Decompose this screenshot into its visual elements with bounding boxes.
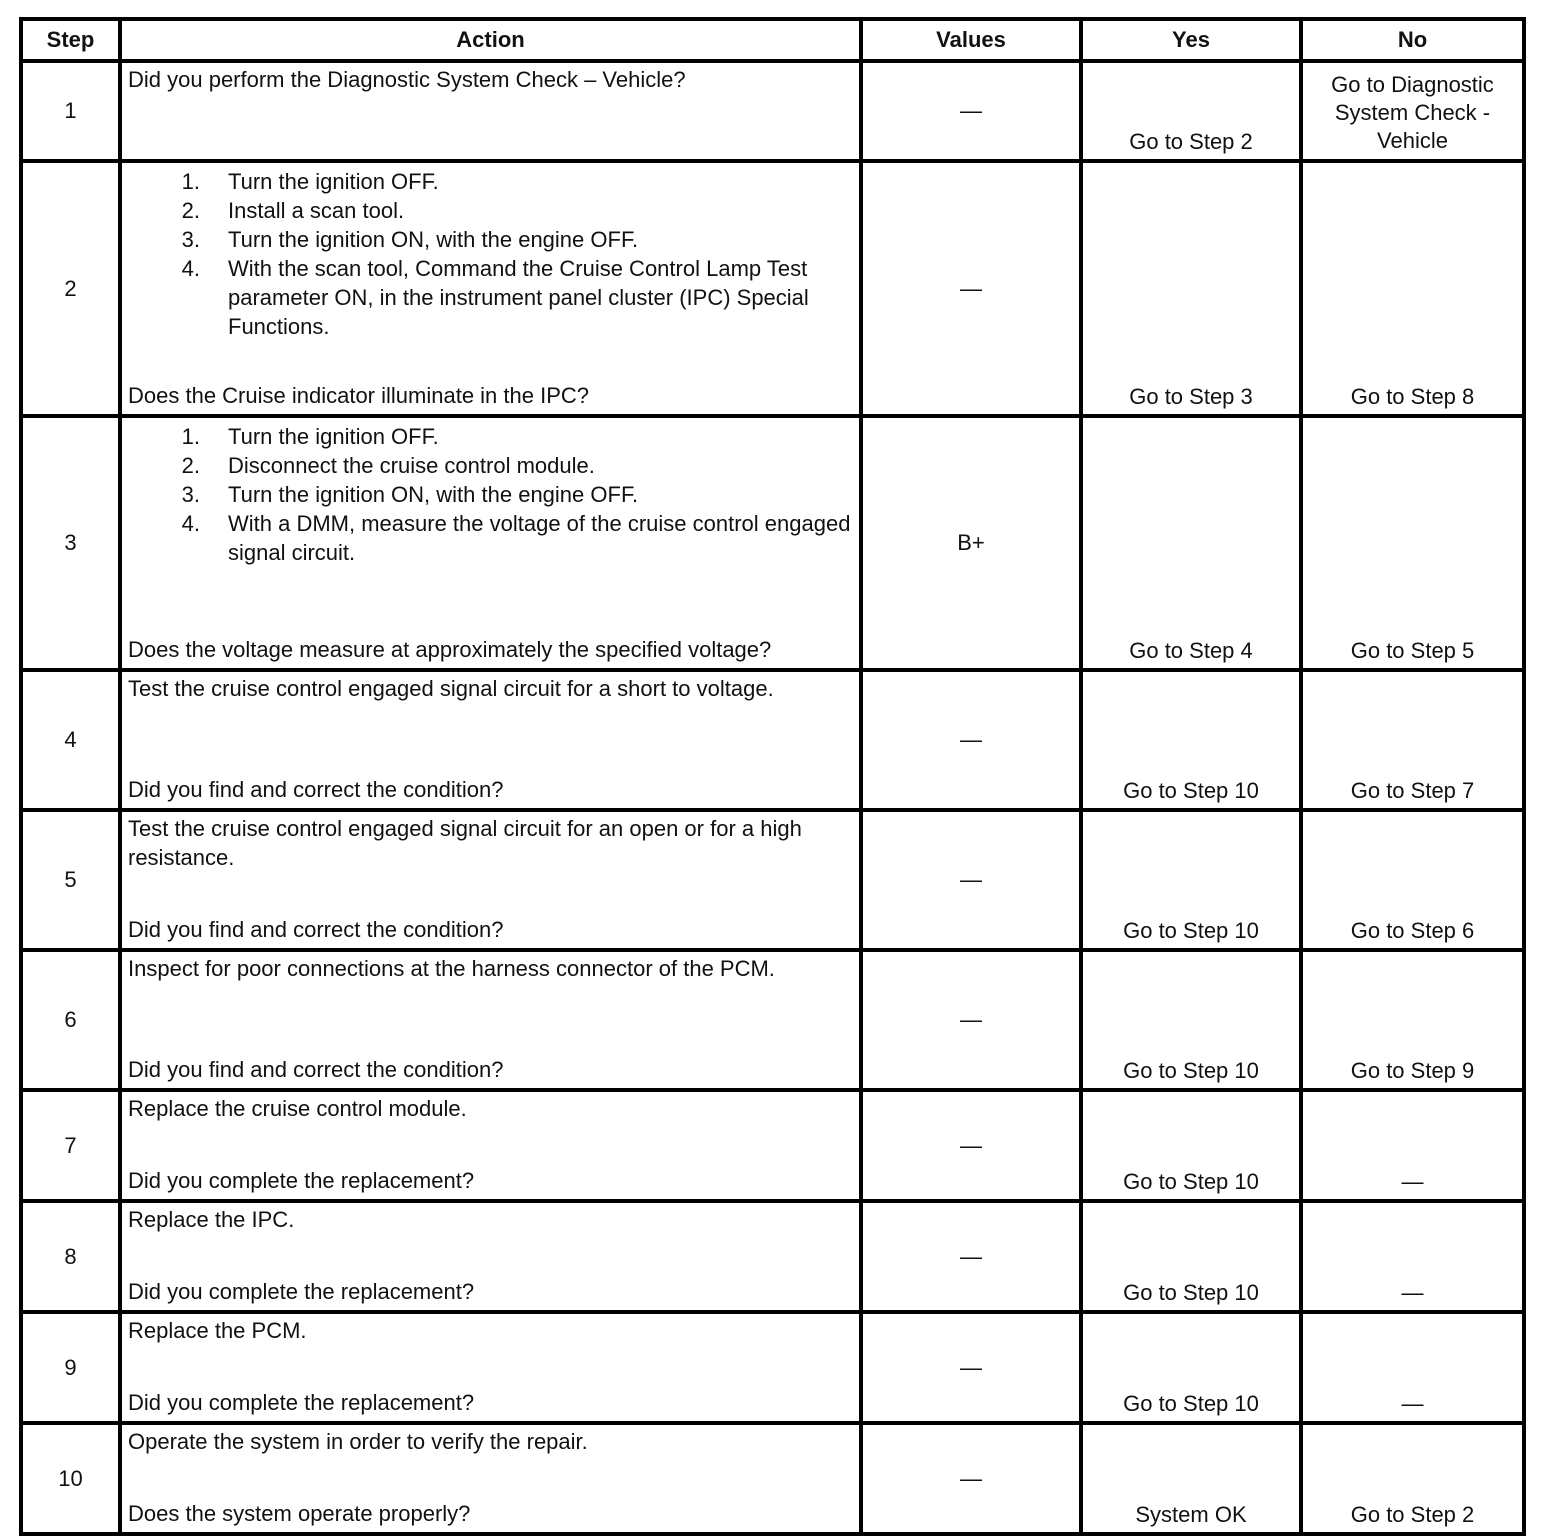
step-number: 4 xyxy=(21,670,120,810)
diagnostic-table xyxy=(19,17,1526,1536)
step-number: 6 xyxy=(21,950,120,1090)
step-number: 5 xyxy=(21,810,120,950)
value-cell: — xyxy=(861,810,1081,950)
table-row xyxy=(21,950,1524,1090)
action-text: Replace the cruise control module. xyxy=(128,1096,467,1121)
value-cell: — xyxy=(861,1201,1081,1312)
list-item: 4. With the scan tool, Command the Cruise Control Lamp Test parameter ON, in the instrument panel cluster (IPC) Special Functions. xyxy=(181,256,809,339)
action-cell xyxy=(120,61,861,161)
no-cell: Go to Step 8 xyxy=(1301,161,1524,416)
action-cell xyxy=(120,670,861,810)
list-item: 2. Disconnect the cruise control module. xyxy=(181,453,595,478)
value-cell: — xyxy=(861,1312,1081,1423)
yes-cell: Go to Step 10 xyxy=(1081,1201,1301,1312)
action-cell xyxy=(120,1423,861,1534)
list-item: 4. With a DMM, measure the voltage of the cruise control engaged signal circuit. xyxy=(181,511,851,565)
no-cell: Go to Step 6 xyxy=(1301,810,1524,950)
yes-cell: Go to Step 4 xyxy=(1081,416,1301,670)
table-row xyxy=(21,670,1524,810)
table-row xyxy=(21,61,1524,161)
table-row xyxy=(21,1090,1524,1201)
step-number: 1 xyxy=(21,61,120,161)
question-text: Does the Cruise indicator illuminate in the IPC? xyxy=(128,383,590,408)
action-cell xyxy=(120,1090,861,1201)
yes-cell: Go to Step 3 xyxy=(1081,161,1301,416)
no-cell: Go to Step 7 xyxy=(1301,670,1524,810)
header-action: Action xyxy=(120,19,861,61)
value-cell: — xyxy=(861,61,1081,161)
action-text: Replace the IPC. xyxy=(128,1207,295,1232)
no-cell: Go to Step 5 xyxy=(1301,416,1524,670)
no-cell: Go to Step 9 xyxy=(1301,950,1524,1090)
action-text: Test the cruise control engaged signal circuit for an open or for a high resistance. xyxy=(128,816,802,870)
no-cell: Go to Step 2 xyxy=(1301,1423,1524,1534)
header-values: Values xyxy=(861,19,1081,61)
substep-list xyxy=(128,167,854,341)
no-cell xyxy=(1301,61,1524,161)
value-cell: — xyxy=(861,1423,1081,1534)
value-cell: B+ xyxy=(861,416,1081,670)
list-item: 2. Install a scan tool. xyxy=(181,198,405,223)
action-cell xyxy=(120,950,861,1090)
no-text: Go to Diagnostic System Check - Vehicle xyxy=(1331,72,1494,153)
value-cell: — xyxy=(861,950,1081,1090)
action-cell xyxy=(120,1201,861,1312)
step-number: 9 xyxy=(21,1312,120,1423)
yes-cell: System OK xyxy=(1081,1423,1301,1534)
step-number: 10 xyxy=(21,1423,120,1534)
value-cell: — xyxy=(861,1090,1081,1201)
question-text: Did you complete the replacement? xyxy=(128,1279,475,1304)
action-cell xyxy=(120,1312,861,1423)
substep-list xyxy=(128,422,854,567)
header-no: No xyxy=(1301,19,1524,61)
list-item: 1. Turn the ignition OFF. xyxy=(181,169,439,194)
list-item: 3. Turn the ignition ON, with the engine OFF. xyxy=(181,482,639,507)
action-cell xyxy=(120,810,861,950)
action-text: Inspect for poor connections at the harness connector of the PCM. xyxy=(128,956,775,981)
header-row xyxy=(21,19,1524,61)
table-row xyxy=(21,161,1524,416)
step-number: 8 xyxy=(21,1201,120,1312)
table-row xyxy=(21,416,1524,670)
header-yes: Yes xyxy=(1081,19,1301,61)
action-text: Did you perform the Diagnostic System Check – Vehicle? xyxy=(128,67,686,92)
question-text: Did you find and correct the condition? xyxy=(128,1057,504,1082)
value-cell: — xyxy=(861,161,1081,416)
yes-cell: Go to Step 10 xyxy=(1081,810,1301,950)
no-cell: — xyxy=(1301,1201,1524,1312)
table-row xyxy=(21,1201,1524,1312)
step-number: 3 xyxy=(21,416,120,670)
value-cell: — xyxy=(861,670,1081,810)
step-number: 7 xyxy=(21,1090,120,1201)
step-number: 2 xyxy=(21,161,120,416)
header-step: Step xyxy=(21,19,120,61)
list-item: 3. Turn the ignition ON, with the engine OFF. xyxy=(181,227,639,252)
question-text: Does the voltage measure at approximately the specified voltage? xyxy=(128,637,772,662)
question-text: Does the system operate properly? xyxy=(128,1501,471,1526)
question-text: Did you find and correct the condition? xyxy=(128,777,504,802)
yes-cell: Go to Step 10 xyxy=(1081,950,1301,1090)
action-cell xyxy=(120,161,861,416)
action-cell xyxy=(120,416,861,670)
action-text: Test the cruise control engaged signal circuit for a short to voltage. xyxy=(128,676,774,701)
no-cell: — xyxy=(1301,1312,1524,1423)
table-row xyxy=(21,810,1524,950)
question-text: Did you find and correct the condition? xyxy=(128,917,504,942)
table-row xyxy=(21,1423,1524,1534)
yes-cell: Go to Step 2 xyxy=(1081,61,1301,161)
action-text: Replace the PCM. xyxy=(128,1318,307,1343)
list-item: 1. Turn the ignition OFF. xyxy=(181,424,439,449)
yes-cell: Go to Step 10 xyxy=(1081,670,1301,810)
yes-cell: Go to Step 10 xyxy=(1081,1312,1301,1423)
action-text: Operate the system in order to verify the repair. xyxy=(128,1429,588,1454)
question-text: Did you complete the replacement? xyxy=(128,1168,475,1193)
question-text: Did you complete the replacement? xyxy=(128,1390,475,1415)
no-cell: — xyxy=(1301,1090,1524,1201)
table-row xyxy=(21,1312,1524,1423)
yes-cell: Go to Step 10 xyxy=(1081,1090,1301,1201)
